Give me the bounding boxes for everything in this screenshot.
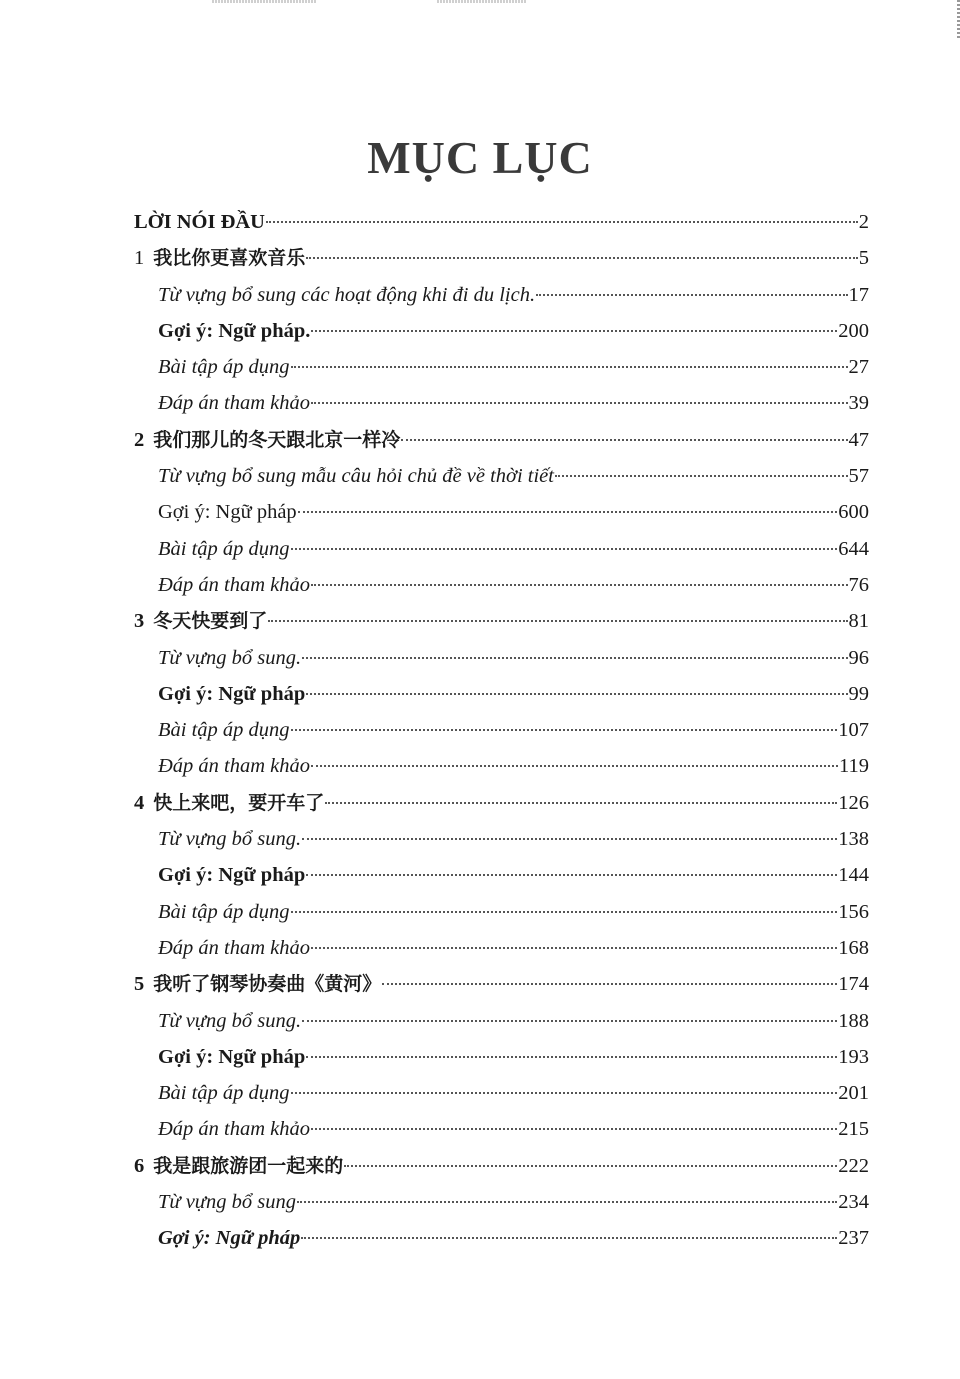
dot-leader	[311, 947, 837, 949]
dot-leader	[555, 475, 848, 477]
entry-title: Gợi ý: Ngữ pháp.	[158, 319, 311, 342]
page-title: MỤC LỤC	[367, 131, 593, 183]
toc-sub-entry[interactable]	[134, 1220, 869, 1256]
toc-entry-label	[158, 494, 297, 530]
toc-entry-label	[158, 567, 310, 603]
toc-entry-label	[158, 1220, 300, 1256]
dot-leader	[291, 366, 848, 368]
entry-title: Đáp án tham khảo	[158, 936, 311, 959]
toc-chapter-entry[interactable]	[134, 240, 869, 276]
dot-leader	[291, 1092, 838, 1094]
entry-title: Từ vựng bổ sung.	[158, 646, 302, 669]
toc-sub-entry[interactable]	[134, 531, 869, 567]
dot-leader	[311, 330, 837, 332]
toc-sub-entry[interactable]	[134, 458, 869, 494]
entry-title: Gợi ý: Ngữ pháp	[158, 501, 297, 524]
entry-title: Gợi ý: Ngữ pháp	[158, 1227, 301, 1250]
dot-leader	[266, 221, 858, 223]
chapter-title: 我比你更喜欢音乐	[153, 247, 306, 270]
page-number: 5	[858, 247, 869, 270]
toc-chapter-entry[interactable]	[134, 966, 869, 1002]
toc-sub-entry[interactable]	[134, 1039, 869, 1075]
dot-leader	[302, 657, 847, 659]
toc-entry-label	[158, 349, 290, 385]
page-number: 193	[838, 1045, 869, 1068]
dot-leader	[382, 983, 837, 985]
entry-title: Đáp án tham khảo	[158, 392, 311, 415]
dot-leader	[401, 439, 847, 441]
page-number: 107	[838, 719, 869, 742]
toc-sub-entry[interactable]	[134, 857, 869, 893]
table-of-contents	[134, 204, 869, 1257]
chapter-number: 5	[134, 973, 145, 996]
entry-title: LỜI NÓI ĐẦU	[134, 211, 265, 233]
toc-front-entry[interactable]	[134, 204, 869, 240]
toc-entry-label	[134, 785, 324, 821]
entry-title: Bài tập áp dụng	[158, 719, 290, 742]
entry-title: Từ vựng bổ sung	[158, 1191, 296, 1214]
toc-entry-label	[158, 313, 310, 349]
toc-sub-entry[interactable]	[134, 676, 869, 712]
chapter-number: 6	[134, 1154, 145, 1177]
page-number: 96	[848, 646, 869, 669]
toc-chapter-entry[interactable]	[134, 603, 869, 639]
page-number: 76	[848, 573, 869, 596]
page-number: 156	[838, 900, 869, 923]
page-number: 237	[838, 1227, 869, 1250]
toc-entry-label	[158, 857, 305, 893]
page-number: 144	[838, 864, 869, 887]
toc-entry-label	[158, 640, 301, 676]
toc-entry-label	[134, 204, 265, 240]
dot-leader	[306, 257, 857, 259]
dot-leader	[306, 1056, 837, 1058]
page-number: 644	[838, 537, 869, 560]
page-number: 215	[838, 1118, 869, 1141]
toc-chapter-entry[interactable]	[134, 1148, 869, 1184]
entry-title: Đáp án tham khảo	[158, 1118, 311, 1141]
page-number: 222	[838, 1154, 869, 1177]
chapter-number: 2	[134, 428, 145, 451]
page-number: 99	[848, 682, 869, 705]
page-number: 57	[848, 465, 869, 488]
page-number: 201	[838, 1082, 869, 1105]
page-number: 2	[858, 211, 869, 233]
entry-title: Đáp án tham khảo	[158, 573, 311, 596]
toc-sub-entry[interactable]	[134, 349, 869, 385]
entry-title: Từ vựng bổ sung các hoạt động khi đi du lịch.	[158, 283, 536, 306]
page-number: 47	[848, 428, 869, 451]
toc-sub-entry[interactable]	[134, 821, 869, 857]
page-number: 600	[838, 501, 869, 524]
chapter-title: 冬天快要到了	[153, 610, 268, 633]
toc-entry-label	[134, 1148, 343, 1184]
toc-entry-label	[158, 1003, 301, 1039]
toc-entry-label	[158, 748, 310, 784]
toc-entry-label	[158, 894, 290, 930]
chapter-number: 4	[134, 791, 145, 814]
dot-leader	[297, 1201, 837, 1203]
toc-chapter-entry[interactable]	[134, 422, 869, 458]
dot-leader	[302, 1020, 837, 1022]
toc-sub-entry[interactable]	[134, 1075, 869, 1111]
dot-leader	[311, 1128, 837, 1130]
page-number: 138	[838, 828, 869, 851]
toc-sub-entry[interactable]	[134, 1184, 869, 1220]
toc-entry-label	[158, 712, 290, 748]
toc-entry-label	[134, 240, 305, 276]
toc-entry-label	[134, 603, 267, 639]
toc-entry-label	[158, 277, 535, 313]
entry-title: Gợi ý: Ngữ pháp	[158, 682, 306, 705]
page-number: 81	[848, 610, 869, 633]
entry-title: Bài tập áp dụng	[158, 900, 290, 923]
chapter-title: 我听了钢琴协奏曲《黄河》	[153, 973, 382, 996]
toc-entry-label	[134, 422, 400, 458]
dot-leader	[311, 402, 847, 404]
dot-leader	[291, 548, 838, 550]
toc-entry-label	[158, 1039, 305, 1075]
toc-sub-entry[interactable]	[134, 1003, 869, 1039]
chapter-title: 我是跟旅游团一起来的	[153, 1154, 344, 1177]
page-number: 17	[848, 283, 869, 306]
page-number: 200	[838, 319, 869, 342]
toc-entry-label	[158, 1184, 296, 1220]
toc-entry-label	[158, 1111, 310, 1147]
chapter-number: 3	[134, 610, 145, 633]
scan-artifact	[212, 0, 317, 3]
entry-title: Bài tập áp dụng	[158, 1082, 290, 1105]
toc-entry-label	[158, 676, 305, 712]
dot-leader	[344, 1165, 837, 1167]
dot-leader	[301, 1237, 837, 1239]
toc-entry-label	[158, 531, 290, 567]
page-number: 174	[838, 973, 869, 996]
toc-entry-label	[158, 821, 301, 857]
toc-entry-label	[158, 1075, 290, 1111]
toc-chapter-entry[interactable]	[134, 785, 869, 821]
toc-sub-entry[interactable]	[134, 494, 869, 530]
page-number: 126	[838, 791, 869, 814]
toc-entry-label	[158, 930, 310, 966]
dot-leader	[291, 729, 838, 731]
chapter-number: 1	[134, 247, 145, 270]
entry-title: Từ vựng bổ sung.	[158, 828, 302, 851]
toc-sub-entry[interactable]	[134, 313, 869, 349]
dot-leader	[536, 294, 847, 296]
dot-leader	[306, 693, 847, 695]
entry-title: Gợi ý: Ngữ pháp	[158, 1045, 306, 1068]
page-number: 119	[839, 755, 869, 778]
toc-sub-entry[interactable]	[134, 894, 869, 930]
dot-leader	[306, 874, 837, 876]
dot-leader	[325, 802, 837, 804]
page-number: 39	[848, 392, 869, 415]
entry-title: Bài tập áp dụng	[158, 537, 290, 560]
toc-entry-label	[158, 385, 310, 421]
scan-artifact	[437, 0, 527, 3]
entry-title: Gợi ý: Ngữ pháp	[158, 864, 306, 887]
dot-leader	[311, 765, 838, 767]
page-number: 188	[838, 1009, 869, 1032]
dot-leader	[291, 911, 838, 913]
page-number: 27	[848, 356, 869, 379]
toc-entry-label	[158, 458, 554, 494]
toc-sub-entry[interactable]	[134, 277, 869, 313]
toc-sub-entry[interactable]	[134, 640, 869, 676]
toc-sub-entry[interactable]	[134, 1111, 869, 1147]
entry-title: Bài tập áp dụng	[158, 356, 290, 379]
toc-sub-entry[interactable]	[134, 712, 869, 748]
page-number: 234	[838, 1191, 869, 1214]
entry-title: Đáp án tham khảo	[158, 755, 311, 778]
toc-sub-entry[interactable]	[134, 930, 869, 966]
chapter-title: 快上来吧，要开车了	[153, 791, 325, 814]
dot-leader	[268, 620, 847, 622]
toc-sub-entry[interactable]	[134, 567, 869, 603]
dot-leader	[302, 838, 837, 840]
entry-title: Từ vựng bổ sung mẫu câu hỏi chủ đề về thời tiết	[158, 465, 554, 488]
page-number: 168	[838, 936, 869, 959]
toc-entry-label	[134, 966, 381, 1002]
toc-sub-entry[interactable]	[134, 748, 869, 784]
entry-title: Từ vựng bổ sung.	[158, 1009, 302, 1032]
chapter-title: 我们那儿的冬天跟北京一样冷	[153, 428, 401, 451]
dot-leader	[311, 584, 847, 586]
dot-leader	[298, 511, 838, 513]
toc-sub-entry[interactable]	[134, 385, 869, 421]
